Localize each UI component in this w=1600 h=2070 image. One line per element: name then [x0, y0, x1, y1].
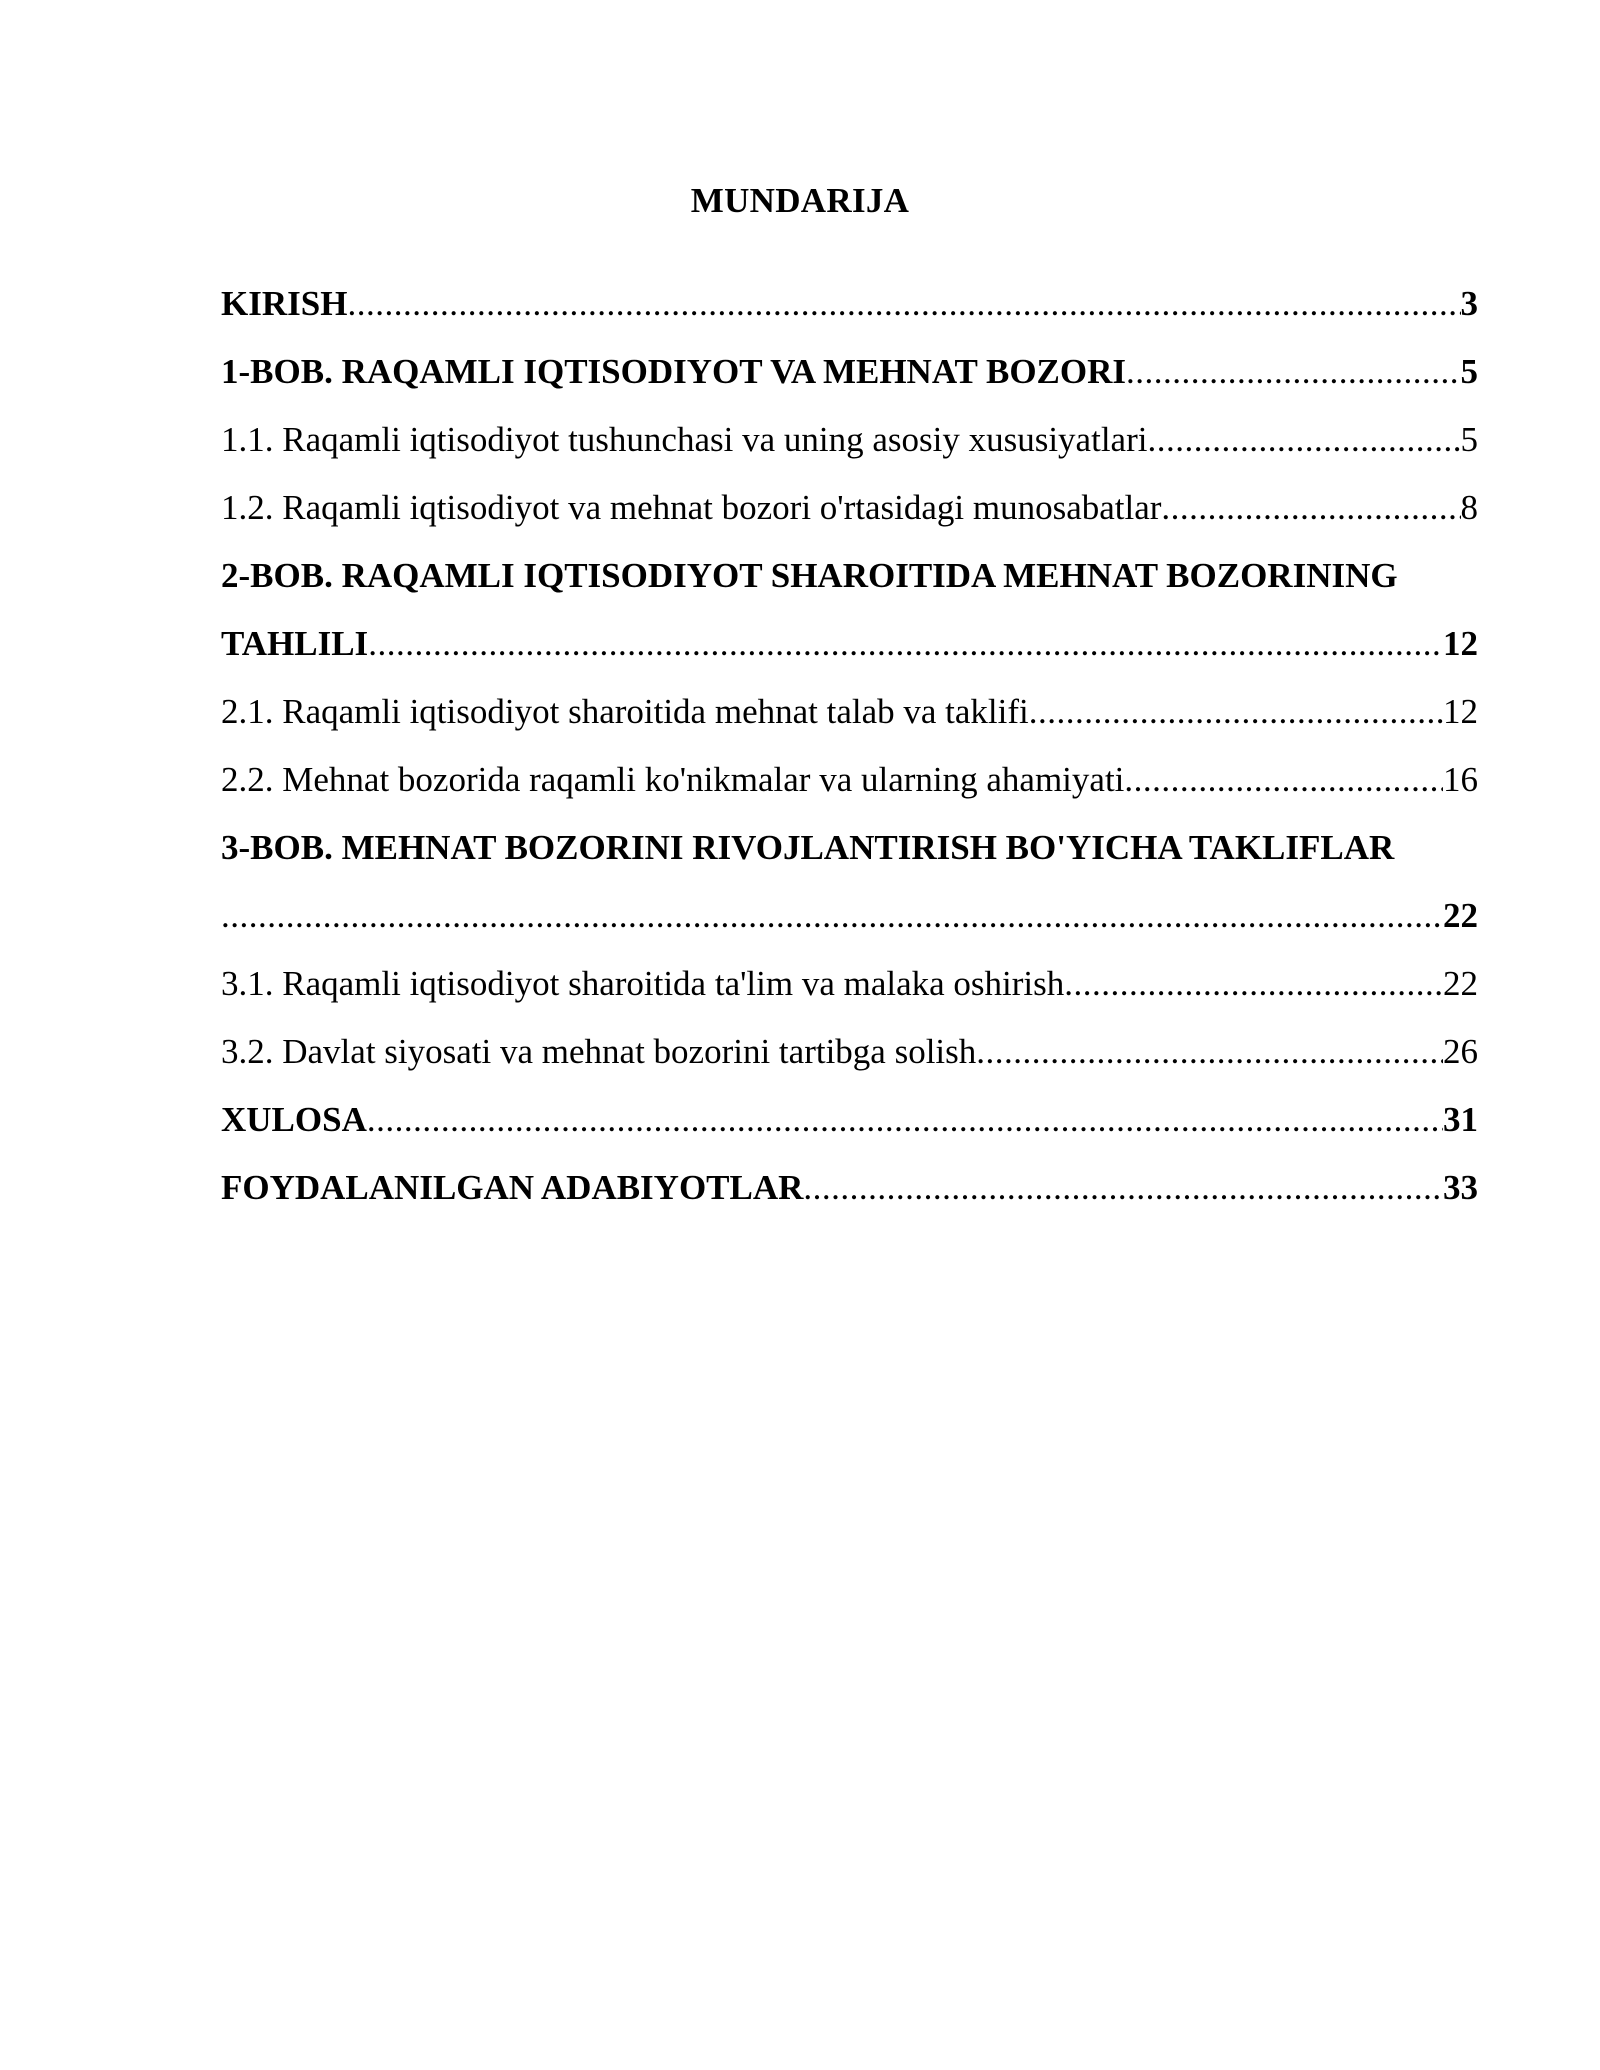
dot-leader [1124, 746, 1443, 814]
toc-entry-label: 2.2. Mehnat bozorida raqamli ko'nikmalar va ularning ahamiyati [221, 760, 1125, 799]
toc-entry-page: 12 [1443, 624, 1478, 663]
dot-leader [803, 1154, 1443, 1222]
toc-entry-chapter-2[interactable] [221, 542, 1478, 678]
toc-title: MUNDARIJA [690, 181, 910, 220]
toc-entry-label: 3.1. Raqamli iqtisodiyot sharoitida ta'lim va malaka oshirish [221, 964, 1065, 1003]
toc-entry-section-3-1[interactable] [221, 950, 1478, 1018]
dot-leader [368, 610, 1443, 678]
toc-entry-page: 8 [1460, 488, 1478, 527]
toc-entry-page: 22 [1443, 896, 1478, 935]
toc-entry-label-line2: TAHLILI [221, 624, 369, 663]
dot-leader [367, 1086, 1443, 1154]
toc-entry-xulosa[interactable] [221, 1086, 1478, 1154]
toc-entry-chapter-1[interactable] [221, 338, 1478, 406]
toc-entry-label: 3.2. Davlat siyosati va mehnat bozorini tartibga solish [221, 1032, 977, 1071]
toc-entry-page: 12 [1443, 692, 1478, 731]
toc-entry-label: 1.1. Raqamli iqtisodiyot tushunchasi va uning asosiy xususiyatlari [221, 420, 1148, 459]
table-of-contents [221, 270, 1478, 1222]
dot-leader [221, 882, 1443, 950]
dot-leader [976, 1018, 1443, 1086]
toc-entry-section-2-1[interactable] [221, 678, 1478, 746]
toc-entry-page: 31 [1443, 1100, 1478, 1139]
toc-entry-label: KIRISH [221, 284, 348, 323]
toc-entry-label: 1.2. Raqamli iqtisodiyot va mehnat bozori o'rtasidagi munosabatlar [221, 488, 1162, 527]
toc-entry-page: 33 [1443, 1168, 1478, 1207]
toc-entry-section-3-2[interactable] [221, 1018, 1478, 1086]
dot-leader [347, 270, 1460, 338]
toc-entry-label: XULOSA [221, 1100, 367, 1139]
dot-leader [1029, 678, 1443, 746]
toc-entry-page: 16 [1443, 760, 1478, 799]
toc-entry-label-line1: 3-BOB. MEHNAT BOZORINI RIVOJLANTIRISH BO'YICHA TAKLIFLAR [221, 828, 1395, 867]
toc-entry-page: 5 [1460, 420, 1478, 459]
toc-entry-page: 22 [1443, 964, 1478, 1003]
dot-leader [1147, 406, 1460, 474]
toc-entry-references[interactable] [221, 1154, 1478, 1222]
toc-entry-section-1-2[interactable] [221, 474, 1478, 542]
dot-leader [1126, 338, 1460, 406]
toc-entry-label: 1-BOB. RAQAMLI IQTISODIYOT VA MEHNAT BOZORI [221, 352, 1127, 391]
dot-leader [1161, 474, 1460, 542]
toc-entry-label: FOYDALANILGAN ADABIYOTLAR [221, 1168, 804, 1207]
toc-entry-label-line1: 2-BOB. RAQAMLI IQTISODIYOT SHAROITIDA MEHNAT BOZORINING [221, 556, 1398, 595]
toc-entry-page: 5 [1460, 352, 1478, 391]
toc-entry-label: 2.1. Raqamli iqtisodiyot sharoitida mehnat talab va taklifi [221, 692, 1029, 731]
toc-entry-page: 26 [1443, 1032, 1478, 1071]
toc-entry-kirish[interactable] [221, 270, 1478, 338]
toc-entry-section-1-1[interactable] [221, 406, 1478, 474]
toc-entry-page: 3 [1460, 284, 1478, 323]
toc-entry-chapter-3[interactable] [221, 814, 1478, 950]
toc-entry-section-2-2[interactable] [221, 746, 1478, 814]
dot-leader [1064, 950, 1443, 1018]
